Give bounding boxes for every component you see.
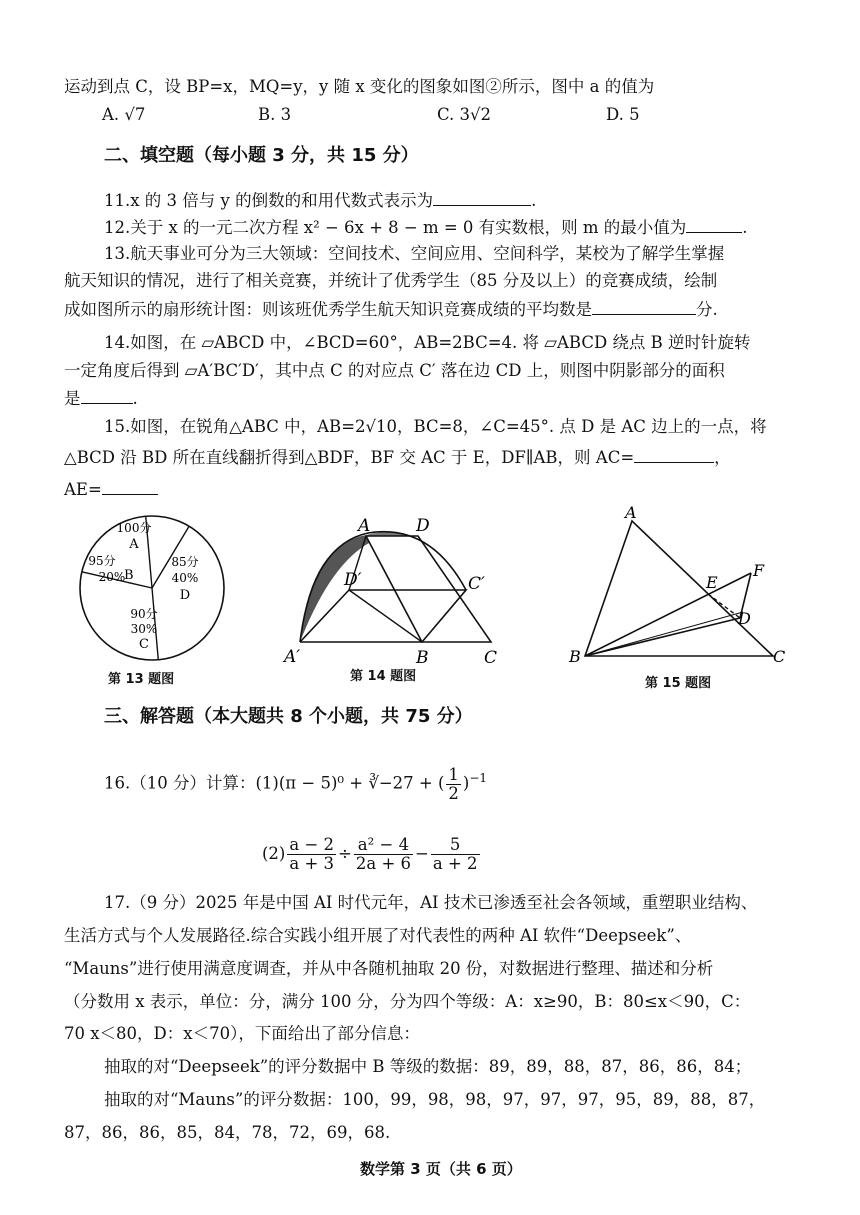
q11-answer-blank[interactable] [433,189,531,206]
q15-ac-blank[interactable] [634,446,714,463]
q11-end: . [531,191,537,210]
question-16-part1 [104,758,487,804]
question-12 [104,216,748,239]
q16-part2-label: (2) [262,844,286,863]
q15-comma: ， [714,448,731,467]
q13-unit: 分. [696,300,718,319]
q17-line5: 70 x＜80，D：x＜70），下面给出了部分信息： [64,1024,420,1043]
label-e: E [706,573,718,592]
label-d: D [416,516,430,536]
figure-13-caption: 第 13 题图 [108,672,175,687]
slice-c-grade: C [139,637,149,652]
q13-line2: 航天知识的情况，进行了相关竞赛，并统计了优秀学生（85 分及以上）的竞赛成绩，绘制 [64,271,718,290]
q16-f2-num: a² − 4 [354,836,413,855]
q14-end: . [132,389,138,408]
slice-d-grade: D [179,588,191,603]
q15-line3 [64,478,158,501]
figure-15-diagram [565,500,805,672]
q17-line1: 17.（9 分）2025 年是中国 AI 时代元年，AI 技术已渗透至社会各领域，重塑职业结构、 [104,893,758,912]
section-solutions-title: 三、解答题（本大题共 8 个小题，共 75 分） [104,706,473,727]
q16-half-fraction [446,766,461,803]
label-d-prime: D′ [344,570,362,590]
q17-line2: 生活方式与个人发展路径.综合实践小组开展了对代表性的两种 AI 软件“Deepseek”、 [64,926,692,945]
q13-line1: 13.航天事业可分为三大领域：空间技术、空间应用、空间科学，某校为了解学生掌握 [104,244,725,263]
label-c: C [773,647,786,666]
slice-c-percent: 30% [130,622,158,636]
question-16-part2 [262,834,482,874]
q16-f1-num: a − 2 [289,835,335,854]
section-fill-in-title: 二、填空题（每小题 3 分，共 15 分） [104,145,419,166]
slice-d-percent: 40% [171,571,199,585]
figure-14-caption: 第 14 题图 [350,669,417,684]
q16-half-den: 2 [448,783,459,803]
label-a-prime: A′ [284,647,301,667]
label-f: F [753,561,765,580]
q13-line3-text: 成如图所示的扇形统计图：则该班优秀学生航天知识竞赛成绩的平均数是 [64,300,592,319]
q16-expr1: (π − 5)⁰ + ∛−27 + [278,773,438,793]
label-c: C [484,648,498,668]
label-a: A [625,503,637,522]
q12-text: 12.关于 x 的一元二次方程 x² − 6x + 8 − m = 0 有实数根，则 m 的最小值为 [104,218,687,237]
slice-d-score: 85分 [171,555,199,569]
segment-d-prime-b [349,590,422,642]
q16-exponent: −1 [469,771,488,785]
q16-prefix: 16.（10 分）计算：(1) [104,773,279,793]
q16-f3-den: a + 2 [432,854,478,873]
q14-line3-text: 是 [64,389,81,408]
slice-b-score: 95分 [88,554,116,568]
q16-f2-den: 2a + 6 [355,854,412,873]
q15-line2-text: △BCD 沿 BD 所在直线翻折得到△BDF，BF 交 AC 于 E，DF∥AB，则 AC= [64,448,635,467]
q16-half-num: 1 [448,764,459,784]
figure-13-pie-chart [72,508,232,668]
slice-a-grade: A [129,537,139,552]
q16-minus-sign: − [415,844,429,863]
q17-line8: 87，86，86，85，84，78，72，69，68. [64,1123,391,1142]
q17-line7: 抽取的对“Mauns”的评分数据：100，99，98，98，97，97，97，95，89，88，87， [104,1090,766,1109]
q14-line1: 14.如图，在 ▱ABCD 中，∠BCD=60°，AB=2BC=4. 将 ▱ABCD 绕点 B 逆时针旋转 [104,333,751,352]
triangle-abc [585,521,773,656]
q14-line3 [64,387,138,410]
q16-fraction-1 [287,836,336,873]
label-c-prime: C′ [468,574,485,594]
q16-f3-num: 5 [431,836,480,855]
q13-answer-blank[interactable] [592,298,696,315]
question-11 [104,189,536,212]
q16-paren-open: ( [437,773,445,793]
segment-bd-inner [585,612,743,656]
q15-line3-text: AE= [64,480,102,499]
page-footer: 数学第 3 页（共 6 页） [360,1160,522,1178]
q16-f1-den: a + 3 [289,854,335,873]
slice-b-grade: B [124,568,134,583]
q16-fraction-2 [354,836,413,873]
q17-line3: “Mauns”进行使用满意度调查，并从中各随机抽取 20 份，对数据进行整理、描述和分析 [64,959,714,978]
q15-line2 [64,446,731,469]
q16-fraction-3 [431,836,480,873]
label-b: B [569,647,581,666]
q10-stem-tail: 运动到点 C，设 BP=x，MQ=y，y 随 x 变化的图象如图②所示，图中 a 的值为 [64,77,655,96]
segment-bd [585,618,740,656]
q10-option-c: C. 3√2 [437,105,492,124]
figure-15-caption: 第 15 题图 [645,676,712,691]
figure-14-diagram [270,505,510,670]
slice-a-score: 100分 [116,521,152,535]
parallelogram-a-prime-bc-prime-d-prime [300,590,466,642]
q11-text: 11.x 的 3 倍与 y 的倒数的和用代数式表示为 [104,191,434,210]
q14-line2: 一定角度后得到 ▱A′BC′D′，其中点 C 的对应点 C′ 落在边 CD 上，则图中阴影部分的面积 [64,361,725,380]
q17-line4: （分数用 x 表示，单位：分，满分 100 分，分为四个等级：A：x≥90，B：80≤x＜90，C： [64,992,751,1011]
q14-answer-blank[interactable] [81,387,133,404]
q15-ae-blank[interactable] [102,478,158,495]
q16-divide-sign: ÷ [338,844,352,863]
q17-line6: 抽取的对“Deepseek”的评分数据中 B 等级的数据：89，89，88，87，86，86，84； [104,1057,752,1076]
q12-answer-blank[interactable] [686,216,742,233]
q10-option-b: B. 3 [258,105,292,124]
label-b: B [416,648,429,668]
slice-b-percent: 20% [98,570,126,584]
q10-option-d: D. 5 [606,105,640,124]
slice-c-score: 90分 [130,607,158,621]
label-d: D [738,609,751,628]
q13-line3 [64,298,718,321]
q15-line1: 15.如图，在锐角△ABC 中，AB=2√10，BC=8，∠C=45°. 点 D 是 AC 边上的一点，将 [104,417,767,436]
q10-option-a: A. √7 [102,105,146,124]
q12-end: . [742,218,748,237]
label-a: A [358,516,371,536]
q16-paren-close: ) [462,773,470,793]
